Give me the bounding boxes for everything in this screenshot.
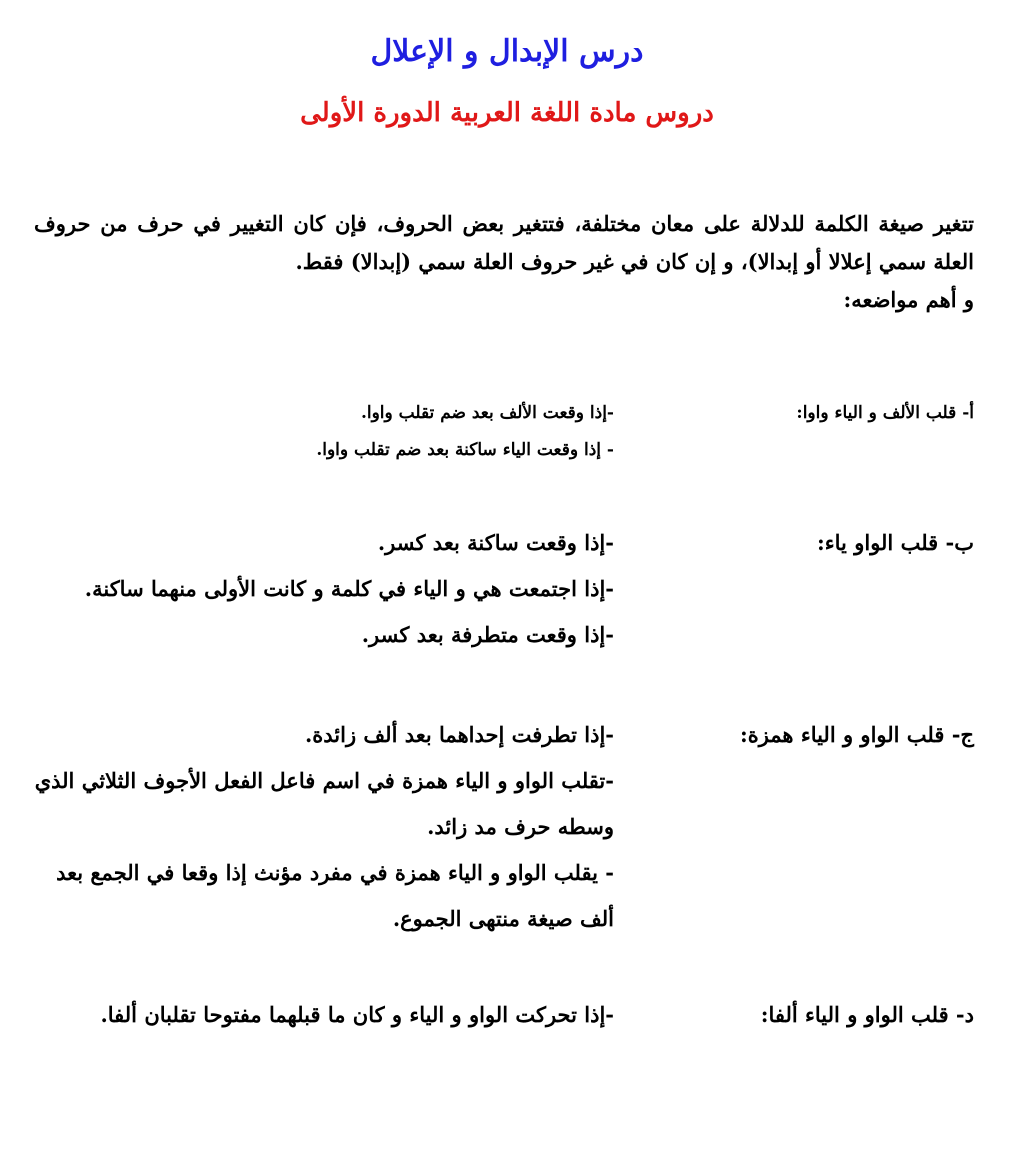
- section-label: د- قلب الواو و الياء ألفا:: [760, 1002, 974, 1027]
- intro-line: تتغير صيغة الكلمة للدلالة على معان مختلفة، فتتغير بعض الحروف، فإن كان التغيير في حرف من حروف العلة سمي إعلالا أو إبدالا)، و إن كان في غير حروف العلة سمي (إبدالا) فقط.: [34, 211, 974, 274]
- section-item: -إذا اجتمعت هي و الياء في كلمة و كانت الأولى منهما ساكنة.: [84, 576, 614, 601]
- section-item: -إذا وقعت ساكنة بعد كسر.: [377, 530, 614, 555]
- section-items: [34, 712, 614, 942]
- section-item: -إذا وقعت متطرفة بعد كسر.: [361, 622, 614, 647]
- page-subtitle: دروس مادة اللغة العربية الدورة الأولى: [300, 98, 714, 128]
- section-item: -تقلب الواو و الياء همزة في اسم فاعل الفعل الأجوف الثلاثي الذي وسطه حرف مد زائد.: [34, 768, 614, 839]
- intro-line: و أهم مواضعه:: [843, 287, 974, 312]
- section-item: - يقلب الواو و الياء همزة في مفرد مؤنث إذا وقعا في الجمع بعد ألف صيغة منتهى الجموع.: [56, 860, 614, 931]
- section-item: - إذا وقعت الياء ساكنة بعد ضم تقلب واوا.: [316, 440, 614, 460]
- section-item: -إذا وقعت الألف بعد ضم تقلب واوا.: [360, 403, 614, 423]
- intro-paragraph: [34, 205, 974, 319]
- section-items: [34, 992, 614, 1038]
- section-item: -إذا تطرفت إحداهما بعد ألف زائدة.: [304, 722, 614, 747]
- section-item: -إذا تحركت الواو و الياء و كان ما قبلهما مفتوحا تقلبان ألفا.: [100, 1002, 614, 1027]
- section-label: ج- قلب الواو و الياء همزة:: [739, 722, 974, 747]
- section-label: ب- قلب الواو ياء:: [817, 530, 974, 555]
- page-title: درس الإبدال و الإعلال: [370, 34, 644, 69]
- section-label: أ- قلب الألف و الياء واوا:: [796, 403, 974, 423]
- section-items: [34, 395, 614, 469]
- section-items: [34, 520, 614, 658]
